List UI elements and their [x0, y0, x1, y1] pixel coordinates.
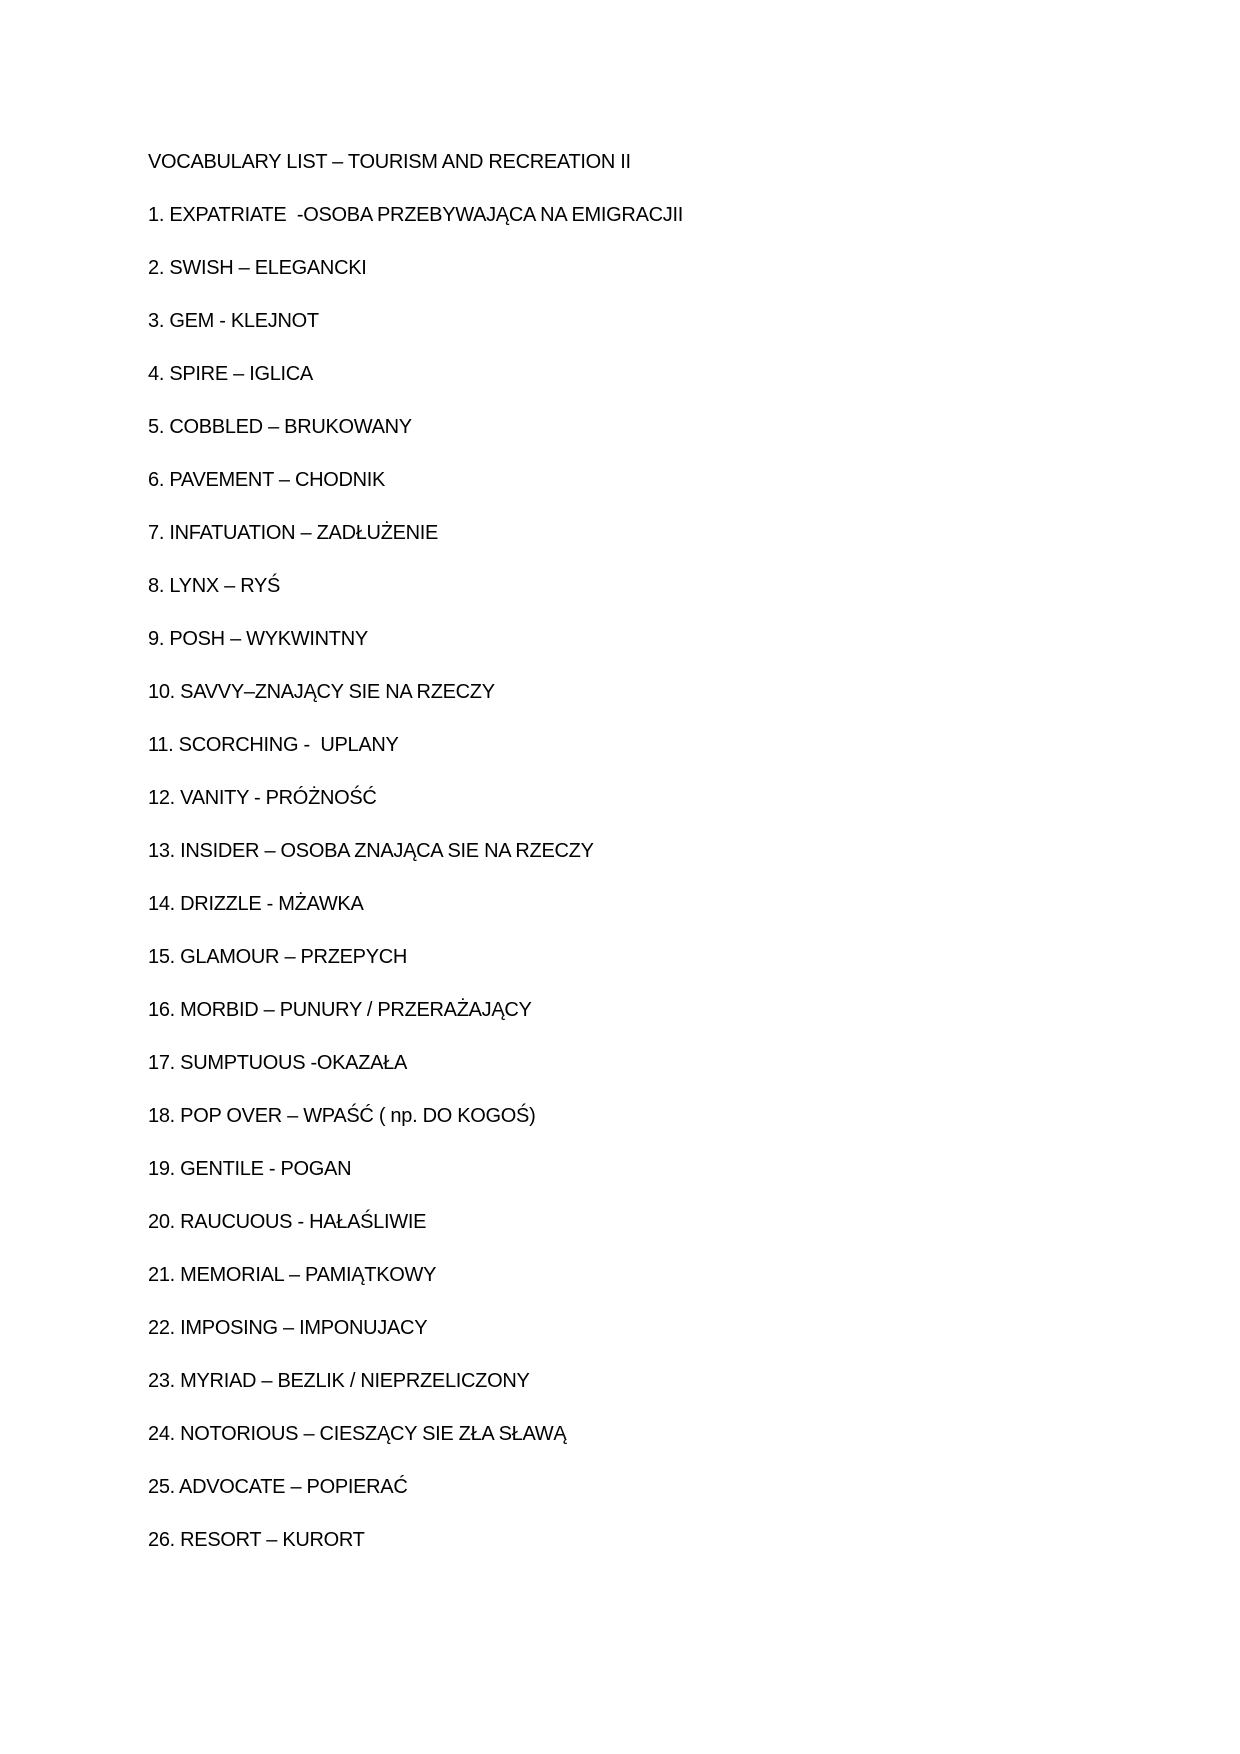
- vocabulary-item: 18. POP OVER – WPAŚĆ ( np. DO KOGOŚ): [148, 1105, 536, 1127]
- vocabulary-item: 10. SAVVY–ZNAJĄCY SIE NA RZECZY: [148, 681, 495, 703]
- vocabulary-item: 24. NOTORIOUS – CIESZĄCY SIE ZŁA SŁAWĄ: [148, 1423, 567, 1445]
- vocabulary-item: 22. IMPOSING – IMPONUJACY: [148, 1317, 428, 1339]
- vocabulary-item: 17. SUMPTUOUS -OKAZAŁA: [148, 1052, 408, 1074]
- vocabulary-item: 11. SCORCHING - UPLANY: [148, 734, 399, 756]
- vocabulary-item: 1. EXPATRIATE -OSOBA PRZEBYWAJĄCA NA EMIGRACJII: [148, 204, 683, 226]
- vocabulary-item: 19. GENTILE - POGAN: [148, 1158, 352, 1180]
- vocabulary-item: 4. SPIRE – IGLICA: [148, 363, 313, 385]
- vocabulary-item: 13. INSIDER – OSOBA ZNAJĄCA SIE NA RZECZY: [148, 840, 594, 862]
- document-title: VOCABULARY LIST – TOURISM AND RECREATION II: [148, 151, 631, 173]
- vocabulary-item: 12. VANITY - PRÓŻNOŚĆ: [148, 787, 377, 809]
- vocabulary-item: 2. SWISH – ELEGANCKI: [148, 257, 367, 279]
- vocabulary-item: 16. MORBID – PUNURY / PRZERAŻAJĄCY: [148, 999, 532, 1021]
- document-content: [148, 146, 1148, 1577]
- vocabulary-item: 25. ADVOCATE – POPIERAĆ: [148, 1476, 408, 1498]
- vocabulary-item: 23. MYRIAD – BEZLIK / NIEPRZELICZONY: [148, 1370, 530, 1392]
- vocabulary-item: 7. INFATUATION – ZADŁUŻENIE: [148, 522, 439, 544]
- vocabulary-item: 6. PAVEMENT – CHODNIK: [148, 469, 386, 491]
- vocabulary-item: 20. RAUCUOUS - HAŁAŚLIWIE: [148, 1211, 427, 1233]
- vocabulary-item: 26. RESORT – KURORT: [148, 1529, 365, 1551]
- vocabulary-item: 9. POSH – WYKWINTNY: [148, 628, 368, 650]
- vocabulary-item: 3. GEM - KLEJNOT: [148, 310, 319, 332]
- vocabulary-item: 14. DRIZZLE - MŻAWKA: [148, 893, 364, 915]
- vocabulary-item: 5. COBBLED – BRUKOWANY: [148, 416, 412, 438]
- vocabulary-item: 8. LYNX – RYŚ: [148, 575, 281, 597]
- vocabulary-item: 15. GLAMOUR – PRZEPYCH: [148, 946, 408, 968]
- vocabulary-item: 21. MEMORIAL – PAMIĄTKOWY: [148, 1264, 437, 1286]
- vocabulary-list: [148, 199, 1148, 1556]
